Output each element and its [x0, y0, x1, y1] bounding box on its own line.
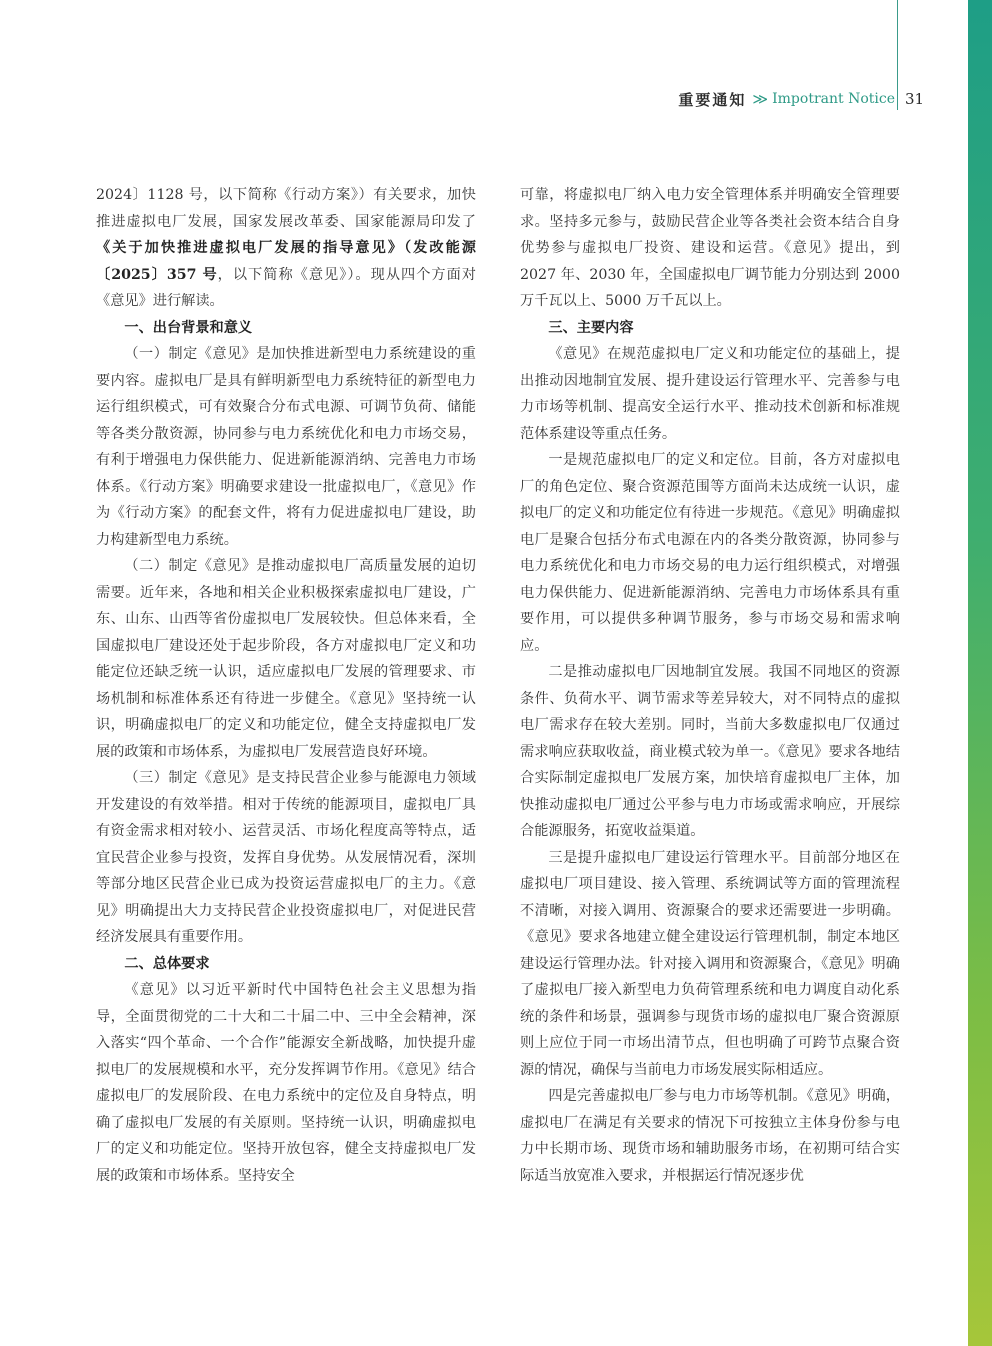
running-header	[660, 88, 895, 110]
section-title-en: Impotrant Notice	[772, 91, 895, 107]
paragraph: （一）制定《意见》是加快推进新型电力系统建设的重要内容。虚拟电厂是具有鲜明新型电力系统特征的新型电力运行组织模式，可有效聚合分布式电源、可调节负荷、储能等各类分散资源，协同参与电力系统优化和电力市场交易，有利于增强电力保供能力、促进新能源消纳、完善电力市场体系。《行动方案》明确要求建设一批虚拟电厂，《意见》作为《行动方案》的配套文件，将有力促进虚拟电厂建设，助力构建新型电力系统。	[96, 346, 476, 548]
section-heading: 二、总体要求	[124, 955, 210, 972]
paragraph: 《意见》以习近平新时代中国特色社会主义思想为指导，全面贯彻党的二十大和二十届二中、三中全会精神，深入落实“四个革命、一个合作”能源安全新战略，加快提升虚拟电厂的发展规模和水平，充分发挥调节作用。《意见》结合虚拟电厂的发展阶段、在电力系统中的定位及自身特点，明确了虚拟电厂发展的有关原则。坚持统一认识，明确虚拟电厂的定义和功能定位。坚持开放包容，健全支持虚拟电厂发展的政策和市场体系。坚持安全	[96, 982, 476, 1184]
header-divider	[897, 0, 898, 110]
paragraph: 可靠，将虚拟电厂纳入电力安全管理体系并明确安全管理要求。坚持多元参与，鼓励民营企业等各类社会资本结合自身优势参与虚拟电厂投资、建设和运营。《意见》提出，到 2027 年、2030 年，全国虚拟电厂调节能力分别达到 2000 万千瓦以上、5000 万千瓦以上。	[520, 187, 900, 309]
double-chevron-icon: ≫	[752, 90, 769, 108]
paragraph-text: ，以下简称《意见》）。现从四个方面对《意见》进行解读。	[96, 266, 476, 309]
section-heading: 一、出台背景和意义	[124, 319, 253, 336]
paragraph: （三）制定《意见》是支持民营企业参与能源电力领域开发建设的有效举措。相对于传统的能源项目，虚拟电厂具有资金需求相对较小、运营灵活、市场化程度高等特点，适宜民营企业参与投资，发挥自身优势。从发展情况看，深圳等部分地区民营企业已成为投资运营虚拟电厂的主力。《意见》明确提出大力支持民营企业投资虚拟电厂，对促进民营经济发展具有重要作用。	[96, 770, 476, 945]
paragraph: 三是提升虚拟电厂建设运行管理水平。目前部分地区在虚拟电厂项目建设、接入管理、系统调试等方面的管理流程不清晰，对接入调用、资源聚合的要求还需要进一步明确。《意见》要求各地建立健全建设运行管理机制，制定本地区建设运行管理办法。针对接入调用和资源聚合，《意见》明确了虚拟电厂接入新型电力负荷管理系统和电力调度自动化系统的条件和场景，强调参与现货市场的虚拟电厂聚合资源原则上应位于同一市场出清节点，但也明确了可跨节点聚合资源的情况，确保与当前电力市场发展实际相适应。	[520, 849, 900, 1078]
document-title-bold: 《关于加快推进虚拟电厂发展的指导意见》（发改能源〔2025〕357 号	[96, 240, 476, 283]
section-title-cn: 重要通知	[678, 90, 747, 109]
paragraph-text: 2024〕1128 号，以下简称《行动方案》）有关要求，加快推进虚拟电厂发展，国家发展改革委、国家能源局印发了	[96, 187, 476, 230]
paragraph: （二）制定《意见》是推动虚拟电厂高质量发展的迫切需要。近年来，各地和相关企业积极探索虚拟电厂建设，广东、山东、山西等省份虚拟电厂发展较快。但总体来看，全国虚拟电厂建设还处于起步阶段，各方对虚拟电厂定义和功能定位还缺乏统一认识，适应虚拟电厂发展的管理要求、市场机制和标准体系还有待进一步健全。《意见》坚持统一认识，明确虚拟电厂的定义和功能定位，健全支持虚拟电厂发展的政策和市场体系，为虚拟电厂发展营造良好环境。	[96, 558, 476, 760]
paragraph: 四是完善虚拟电厂参与电力市场等机制。《意见》明确，虚拟电厂在满足有关要求的情况下可按独立主体身份参与电力中长期市场、现货市场和辅助服务市场，在初期可结合实际适当放宽准入要求，并根据运行情况逐步优	[520, 1088, 900, 1184]
section-heading: 三、主要内容	[548, 319, 634, 336]
paragraph: 《意见》在规范虚拟电厂定义和功能定位的基础上，提出推动因地制宜发展、提升建设运行管理水平、完善参与电力市场等机制、提高安全运行水平、推动技术创新和标准规范体系建设等重点任务。	[520, 346, 900, 442]
right-column	[520, 182, 900, 1189]
paragraph: 二是推动虚拟电厂因地制宜发展。我国不同地区的资源条件、负荷水平、调节需求等差异较大，对不同特点的虚拟电厂需求存在较大差别。同时，当前大多数虚拟电厂仅通过需求响应获取收益，商业模式较为单一。《意见》要求各地结合实际制定虚拟电厂发展方案，加快培育虚拟电厂主体，加快推动虚拟电厂通过公平参与电力市场或需求响应，开展综合能源服务，拓宽收益渠道。	[520, 664, 900, 839]
paragraph: 一是规范虚拟电厂的定义和定位。目前，各方对虚拟电厂的角色定位、聚合资源范围等方面尚未达成统一认识，虚拟电厂的定义和功能定位有待进一步规范。《意见》明确虚拟电厂是聚合包括分布式电源在内的各类分散资源，协同参与电力系统优化和电力市场交易的电力运行组织模式，对增强电力保供能力、促进新能源消纳、完善电力市场体系具有重要作用，可以提供多种调节服务，参与市场交易和需求响应。	[520, 452, 900, 654]
edge-color-stripe	[968, 0, 992, 1346]
paragraph	[96, 182, 476, 315]
page-number: 31	[905, 90, 925, 108]
left-column	[96, 182, 476, 1189]
